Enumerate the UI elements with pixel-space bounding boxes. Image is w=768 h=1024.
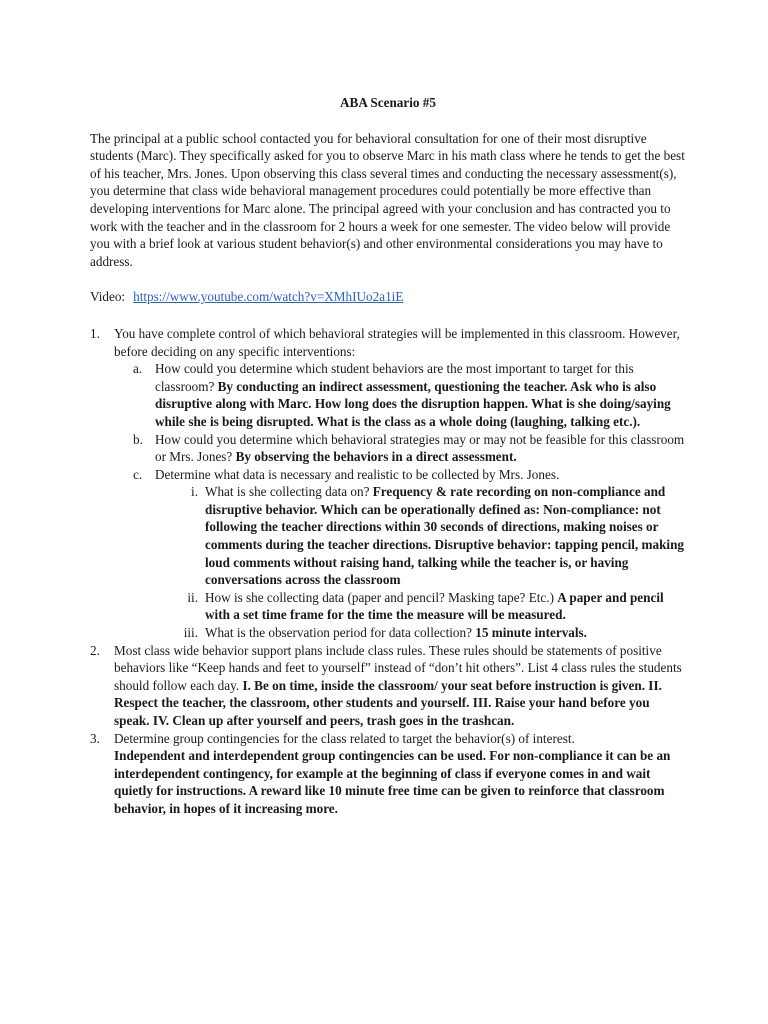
roman-numeral: iii. — [183, 625, 198, 641]
list-item-answer: I. Be on time, inside the classroom/ your seat before instruction is given. II. Respect the teacher, the classroom, other students and yourself. III. Raise your hand before you speak. IV. Clean up after yourself and peers, trash goes in the trashcan. — [114, 677, 662, 728]
list-item-2 — [90, 642, 686, 730]
sub-item-letter: c. — [133, 466, 143, 482]
list-item-number: 2. — [90, 642, 100, 658]
sub-item-c — [133, 466, 686, 484]
list-item-text: Determine group contingencies for the class related to target the behavior(s) of interest. — [114, 730, 575, 746]
document-title: ABA Scenario #5 — [340, 95, 436, 110]
roman-question: How is she collecting data (paper and pencil? Masking tape? Etc.) — [205, 589, 554, 605]
roman-question: What is she collecting data on? — [205, 484, 370, 500]
roman-item-iii — [178, 624, 686, 642]
list-item-number: 1. — [90, 325, 100, 341]
roman-answer: 15 minute intervals. — [475, 625, 587, 641]
list-item-3 — [90, 730, 686, 818]
list-item-number: 3. — [90, 730, 100, 746]
roman-answer: A paper and pencil with a set time frame for the time the measure will be measured. — [205, 589, 664, 623]
roman-item-ii — [178, 589, 686, 624]
list-item-text: Most class wide behavior support plans include class rules. These rules should be statements of positive behaviors like “Keep hands and feet to yourself” instead of “don’t hit others”. List 4 class rules the students should follow each day. — [114, 642, 682, 693]
roman-question: What is the observation period for data collection? — [205, 625, 472, 641]
video-link[interactable]: https://www.youtube.com/watch?v=XMhIUo2a1iE — [133, 289, 404, 305]
sub-item-question: Determine what data is necessary and realistic to be collected by Mrs. Jones. — [155, 466, 560, 482]
video-label: Video: — [90, 289, 126, 305]
sub-item-question: How could you determine which behavioral strategies may or may not be feasible for this classroom or Mrs. Jones? — [155, 431, 685, 465]
roman-numeral: i. — [191, 484, 198, 500]
intro-paragraph: The principal at a public school contacted you for behavioral consultation for one of their most disruptive students (Marc). They specifically asked for you to observe Marc in his math class where he tends to get the best of his teacher, Mrs. Jones. Upon observing this class several times and conducting the necessary assessment(s), you determine that class wide behavioral management procedures could potentially be more effective than developing interventions for Marc alone. The principal agreed with your conclusion and has contracted you to work with the teacher and in the classroom for 2 hours a week for one semester. The video below will provide you with a brief look at various student behavior(s) and other environmental considerations you may have to address. — [90, 130, 685, 269]
sub-item-answer: By observing the behaviors in a direct assessment. — [235, 449, 517, 465]
sub-item-letter: a. — [133, 361, 143, 377]
sub-item-letter: b. — [133, 431, 143, 447]
video-line — [90, 288, 686, 306]
roman-answer: Frequency & rate recording on non-compliance and disruptive behavior. Which can be operationally defined as: Non-compliance: not following the teacher directions within 30 seconds of directions, making noises or comments during the teacher directions. Disruptive behavior: tapping pencil, making loud comments without raising hand, talking while the teacher is, or having conversations across the classroom — [205, 484, 685, 588]
list-item-answer: Independent and interdependent group contingencies can be used. For non-compliance it can be an interdependent contingency, for example at the beginning of class if everyone comes in and wait quietly for instructions. A reward like 10 minute free time can be given to reinforce that classroom behavior, in hopes of it increasing more. — [114, 748, 671, 816]
sub-item-b — [133, 431, 686, 466]
sub-item-answer: By conducting an indirect assessment, questioning the teacher. Ask who is also disruptive along with Marc. How long does the disruption happen. What is she doing/saying while she is being disrupted. What is the class as a whole doing (laughing, talking etc.). — [155, 378, 671, 429]
roman-numeral: ii. — [187, 589, 198, 605]
sub-item-question: How could you determine which student behaviors are the most important to target for this classroom? — [155, 361, 634, 394]
sub-item-a — [133, 360, 686, 430]
list-item-text: You have complete control of which behavioral strategies will be implemented in this classroom. However, before deciding on any specific interventions: — [114, 325, 680, 359]
roman-item-i — [178, 483, 686, 589]
list-item-1 — [90, 325, 686, 360]
